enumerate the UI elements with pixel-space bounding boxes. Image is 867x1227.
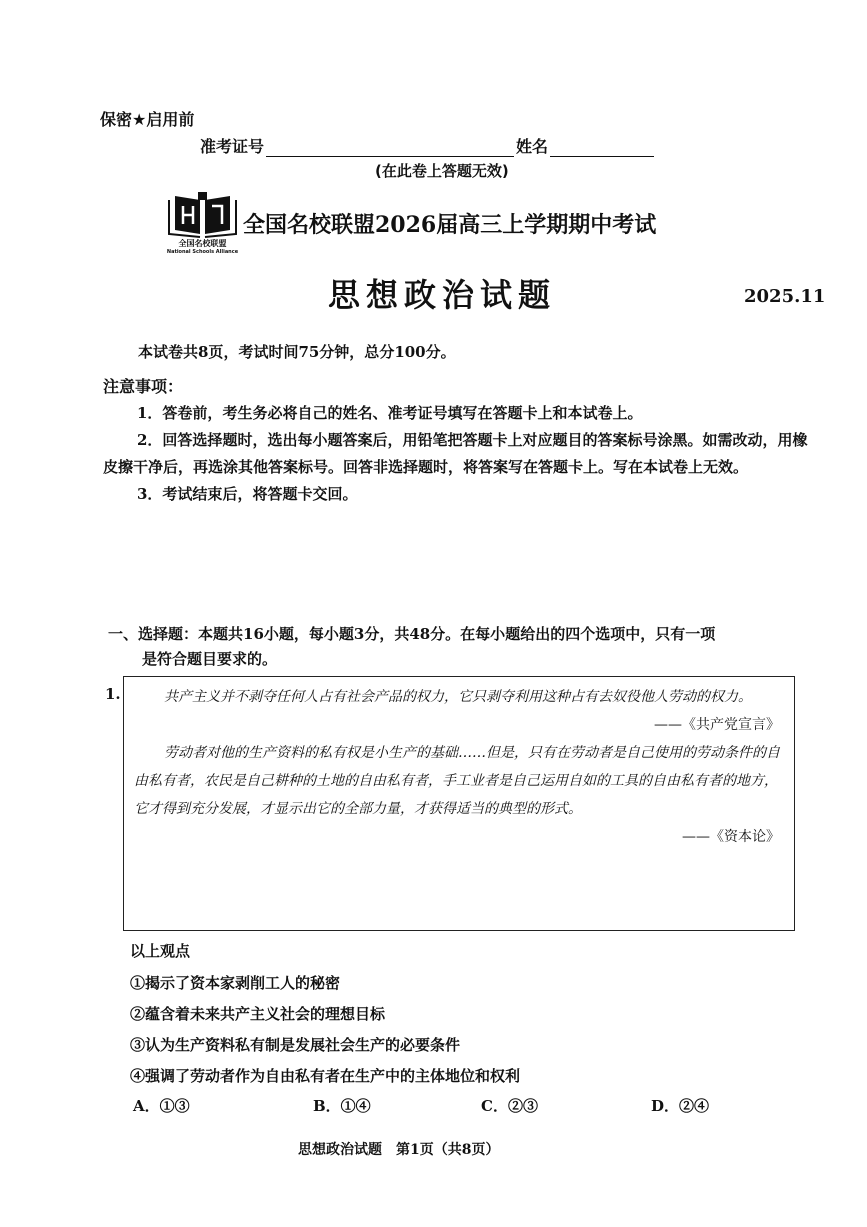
- invalid-note: (在此卷上答题无效): [375, 162, 509, 180]
- quote-1: 共产主义并不剥夺任何人占有社会产品的权力，它只剥夺利用这种占有去奴役他人劳动的权力。: [164, 689, 752, 705]
- logo-text-en: National Schools Alliance: [166, 249, 239, 255]
- secret-mark: 保密★启用前: [100, 110, 195, 129]
- exam-info: 本试卷共8页，考试时间75分钟，总分100分。: [138, 343, 456, 361]
- quote-source-1: ——《共产党宣言》: [654, 717, 780, 733]
- question-number: 1.: [105, 685, 121, 703]
- notice-list: [103, 400, 813, 508]
- exam-title: 全国名校联盟2026届高三上学期期中考试: [243, 212, 657, 238]
- alliance-logo: [165, 190, 240, 260]
- question-stem: 以上观点: [130, 942, 191, 960]
- answer-d: D．②④: [651, 1097, 710, 1115]
- quote-source-2: ——《资本论》: [682, 829, 780, 845]
- answer-a: A．①③: [133, 1097, 190, 1115]
- exam-id-blank: [266, 140, 514, 157]
- quote-box: [123, 676, 795, 931]
- statement-4: ④强调了劳动者作为自由私有者在生产中的主体地位和权利: [130, 1067, 521, 1085]
- exam-date: 2025.11: [744, 286, 826, 307]
- subject-title: 思想政治试题: [328, 276, 557, 314]
- exam-id-label: 准考证号: [200, 137, 265, 156]
- section-heading-line-2: 是符合题目要求的。: [142, 650, 278, 668]
- section-heading-line-1: 一、选择题：本题共16小题，每小题3分，共48分。在每小题给出的四个选项中，只有一项: [108, 625, 716, 643]
- statement-3: ③认为生产资料私有制是发展社会生产的必要条件: [130, 1036, 461, 1054]
- name-blank: [550, 140, 654, 157]
- statement-1: ①揭示了资本家剥削工人的秘密: [130, 974, 341, 992]
- page-footer: 思想政治试题 第1页（共8页）: [298, 1142, 500, 1158]
- notice-item-3: 3．考试结束后，将答题卡交回。: [137, 485, 358, 503]
- statement-2: ②蕴含着未来共产主义社会的理想目标: [130, 1005, 386, 1023]
- notice-title: 注意事项：: [103, 377, 184, 396]
- notice-item-1: 1．答卷前，考生务必将自己的姓名、准考证号填写在答题卡上和本试卷上。: [137, 404, 643, 422]
- notice-item-2: 2．回答选择题时，选出每小题答案后，用铅笔把答题卡上对应题目的答案标号涂黑。如需改动，用橡皮擦干净后，再选涂其他答案标号。回答非选择题时，将答案写在答题卡上。写在本试卷上无效。: [103, 431, 808, 476]
- section-heading: [108, 622, 808, 672]
- name-label: 姓名: [516, 137, 549, 156]
- statement-list: [130, 968, 520, 1092]
- exam-id-name-row: [200, 134, 656, 157]
- answer-b: B．①④: [313, 1097, 371, 1115]
- book-logo-icon: [165, 190, 240, 238]
- quote-2: 劳动者对他的生产资料的私有权是小生产的基础……但是，只有在劳动者是自己使用的劳动条件的自由私有者，农民是自己耕种的土地的自由私有者，手工业者是自己运用自如的工具的自由私有者的地方，它才得到充分发展，才显示出它的全部力量，才获得适当的典型的形式。: [134, 745, 780, 817]
- answer-c: C．②③: [481, 1097, 538, 1115]
- logo-text-cn: 全国名校联盟: [178, 239, 227, 248]
